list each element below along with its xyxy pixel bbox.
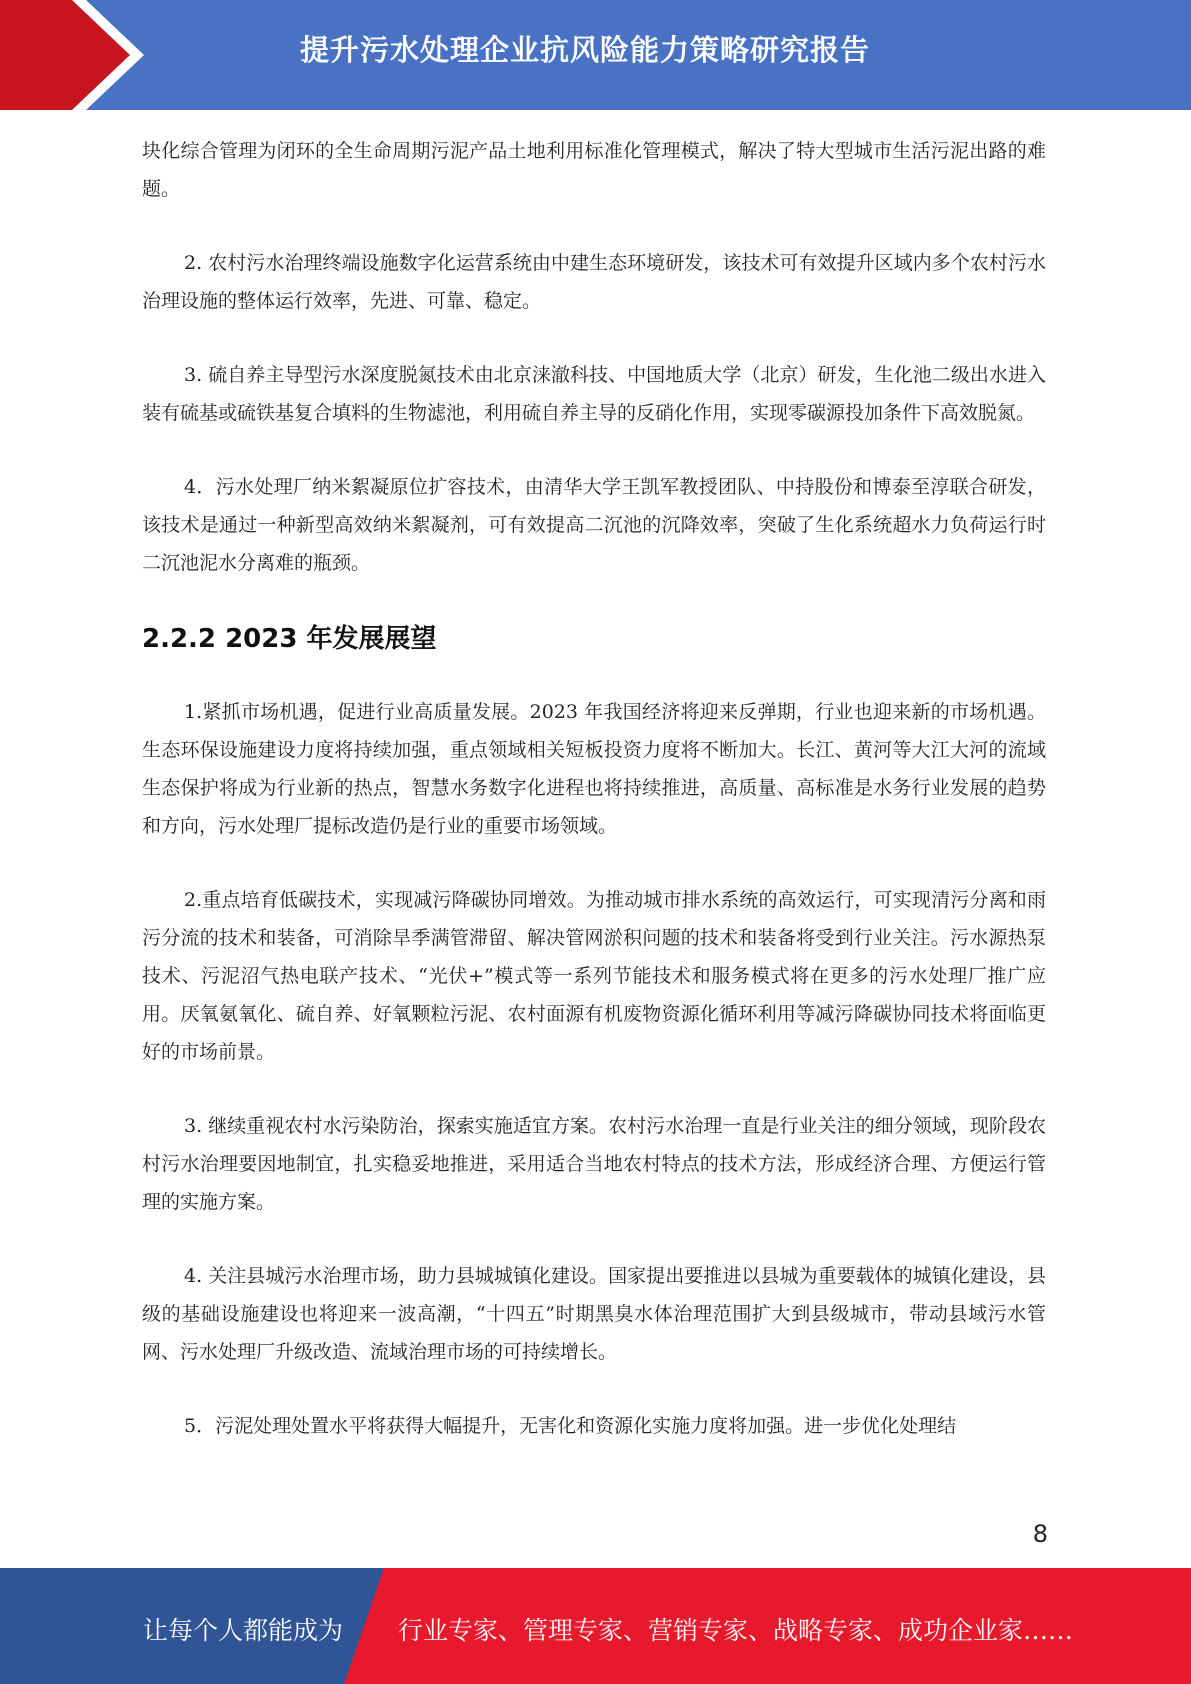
outlook-item-2: 2.重点培育低碳技术，实现减污降碳协同增效。为推动城市排水系统的高效运行，可实现清污分离和雨污分流的技术和装备，可消除旱季满管滞留、解决管网淤积问题的技术和装备将受到行业关注。污水源热泵技术、污泥沼气热电联产技术、“光伏+”模式等一系列节能技术和服务模式将在更多的污水处理厂推广应用。厌氧氨氧化、硫自养、好氧颗粒污泥、农村面源有机废物资源化循环利用等减污降碳协同技术将面临更好的市场前景。 xyxy=(142,889,1046,1063)
outlook-item-1: 1.紧抓市场机遇，促进行业高质量发展。2023 年我国经济将迎来反弹期，行业也迎来新的市场机遇。生态环保设施建设力度将持续加强，重点领域相关短板投资力度将不断加大。长江、黄河等大江大河的流域生态保护将成为行业新的热点，智慧水务数字化进程也将持续推进，高质量、高标准是水务行业发展的趋势和方向，污水处理厂提标改造仍是行业的重要市场领域。 xyxy=(142,701,1046,837)
page-footer xyxy=(0,1568,1191,1684)
footer-slogan-right: 行业专家、管理专家、营销专家、战略专家、成功企业家…… xyxy=(398,1616,1074,1645)
section-heading: 2.2.2 2023 年发展展望 xyxy=(142,624,437,654)
outlook-item-5: 5．污泥处理处置水平将获得大幅提升，无害化和资源化实施力度将加强。进一步优化处理结 xyxy=(184,1415,957,1437)
outlook-item-3: 3. 继续重视农村水污染防治，探索实施适宜方案。农村污水治理一直是行业关注的细分领域，现阶段农村污水治理要因地制宜，扎实稳妥地推进，采用适合当地农村特点的技术方法，形成经济合理、方便运行管理的实施方案。 xyxy=(142,1115,1046,1213)
header-arrow-decoration xyxy=(0,0,160,110)
paragraph-item-2: 2. 农村污水治理终端设施数字化运营系统由中建生态环境研发，该技术可有效提升区域内多个农村污水治理设施的整体运行效率，先进、可靠、稳定。 xyxy=(142,252,1046,312)
page-number: 8 xyxy=(1032,1520,1048,1548)
header-title: 提升污水处理企业抗风险能力策略研究报告 xyxy=(300,33,871,67)
paragraph-continued: 块化综合管理为闭环的全生命周期污泥产品土地利用标准化管理模式，解决了特大型城市生活污泥出路的难题。 xyxy=(142,140,1046,200)
paragraph-item-3: 3. 硫自养主导型污水深度脱氮技术由北京涞澈科技、中国地质大学（北京）研发，生化池二级出水进入装有硫基或硫铁基复合填料的生物滤池，利用硫自养主导的反硝化作用，实现零碳源投加条件下高效脱氮。 xyxy=(142,364,1046,424)
footer-slogan-left: 让每个人都能成为 xyxy=(143,1616,344,1645)
document-body xyxy=(142,132,1046,1481)
paragraph-item-4: 4．污水处理厂纳米絮凝原位扩容技术，由清华大学王凯军教授团队、中持股份和博泰至淳联合研发，该技术是通过一种新型高效纳米絮凝剂，可有效提高二沉池的沉降效率，突破了生化系统超水力负荷运行时二沉池泥水分离难的瓶颈。 xyxy=(142,476,1046,574)
page-header xyxy=(0,0,1191,110)
outlook-item-4: 4. 关注县城污水治理市场，助力县城城镇化建设。国家提出要推进以县城为重要载体的城镇化建设，县级的基础设施建设也将迎来一波高潮，“十四五”时期黑臭水体治理范围扩大到县级城市，带动县域污水管网、污水处理厂升级改造、流域治理市场的可持续增长。 xyxy=(142,1265,1046,1363)
